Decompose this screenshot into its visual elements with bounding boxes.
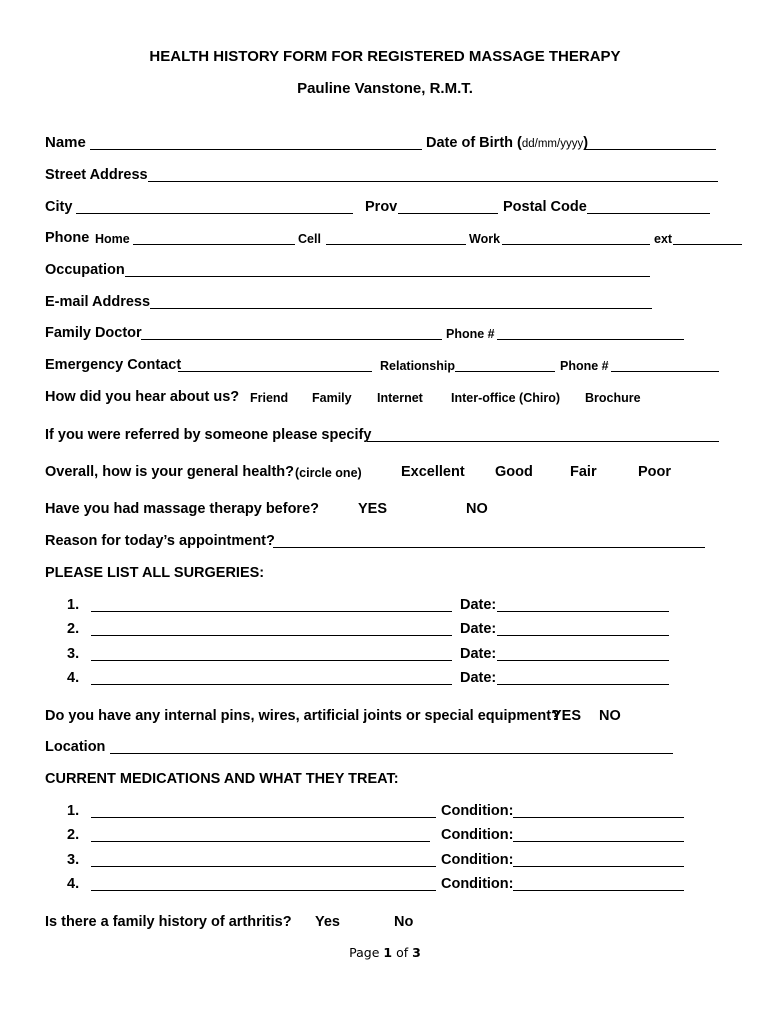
emergency-label: Emergency Contact xyxy=(45,357,182,373)
dob-field[interactable] xyxy=(585,149,716,150)
condition-label: Condition: xyxy=(441,803,514,819)
hear-label: How did you hear about us? xyxy=(45,389,240,405)
cell-label: Cell xyxy=(298,232,321,246)
medication-number: 2. xyxy=(67,827,80,843)
occupation-label: Occupation xyxy=(45,262,125,278)
surgery-date-field-1[interactable] xyxy=(497,611,669,612)
condition-label: Condition: xyxy=(441,876,514,892)
form-title: HEALTH HISTORY FORM FOR REGISTERED MASSAGE THERAPY xyxy=(149,48,621,65)
surgery-number: 3. xyxy=(67,646,80,662)
medication-number: 3. xyxy=(67,852,80,868)
surgery-date-label: Date: xyxy=(460,597,497,613)
pins-no-option[interactable]: NO xyxy=(599,708,621,724)
reason-field[interactable] xyxy=(273,547,705,548)
surgery-date-label: Date: xyxy=(460,621,497,637)
hear-option-family[interactable]: Family xyxy=(312,391,352,405)
city-label: City xyxy=(45,199,73,215)
postal-field[interactable] xyxy=(587,213,710,214)
surgery-date-field-2[interactable] xyxy=(497,635,669,636)
city-field[interactable] xyxy=(76,213,353,214)
dob-label: Date of Birth (dd/mm/yyyy) xyxy=(426,135,589,151)
therapist-name: Pauline Vanstone, R.M.T. xyxy=(297,80,473,97)
pins-question: Do you have any internal pins, wires, artificial joints or special equipment? xyxy=(45,708,560,724)
hear-option-chiro[interactable]: Inter-office (Chiro) xyxy=(451,391,561,405)
home-phone-field[interactable] xyxy=(133,244,295,245)
circle-one-note: (circle one) xyxy=(295,466,362,480)
medication-field-2[interactable] xyxy=(91,841,430,842)
condition-field-1[interactable] xyxy=(513,817,684,818)
medication-field-4[interactable] xyxy=(91,890,436,891)
hear-option-internet[interactable]: Internet xyxy=(377,391,423,405)
surgery-field-3[interactable] xyxy=(91,660,452,661)
page-indicator: Page 1 of 3 xyxy=(349,945,421,960)
home-label: Home xyxy=(95,232,130,246)
arthritis-no-option[interactable]: No xyxy=(394,914,414,930)
hear-option-brochure[interactable]: Brochure xyxy=(585,391,641,405)
surgery-number: 2. xyxy=(67,621,80,637)
relationship-field[interactable] xyxy=(455,371,555,372)
page-total: 3 xyxy=(412,945,421,960)
emergency-field[interactable] xyxy=(178,371,372,372)
hear-option-friend[interactable]: Friend xyxy=(250,391,289,405)
arthritis-question: Is there a family history of arthritis? xyxy=(45,914,292,930)
name-field[interactable] xyxy=(90,149,422,150)
emergency-phone-label: Phone # xyxy=(560,359,609,373)
surgery-date-field-3[interactable] xyxy=(497,660,669,661)
medication-number: 1. xyxy=(67,803,80,819)
referred-label: If you were referred by someone please specify xyxy=(45,427,372,443)
arthritis-yes-option[interactable]: Yes xyxy=(315,914,340,930)
health-option-excellent[interactable]: Excellent xyxy=(401,464,465,480)
surgery-field-1[interactable] xyxy=(91,611,452,612)
health-option-good[interactable]: Good xyxy=(495,464,533,480)
condition-field-2[interactable] xyxy=(513,841,684,842)
surgery-date-label: Date: xyxy=(460,670,497,686)
medication-field-1[interactable] xyxy=(91,817,436,818)
surgery-number: 4. xyxy=(67,670,80,686)
dob-format: dd/mm/yyyy xyxy=(521,138,584,150)
prov-label: Prov xyxy=(365,199,398,215)
ext-field[interactable] xyxy=(673,244,742,245)
massage-before-label: Have you had massage therapy before? xyxy=(45,501,319,517)
name-label: Name xyxy=(45,134,86,151)
street-label: Street Address xyxy=(45,167,148,183)
surgery-date-field-4[interactable] xyxy=(497,684,669,685)
ext-label: ext xyxy=(654,232,673,246)
massage-yes-option[interactable]: YES xyxy=(358,501,388,517)
location-label: Location xyxy=(45,739,106,755)
health-option-fair[interactable]: Fair xyxy=(570,464,597,480)
email-field[interactable] xyxy=(150,308,652,309)
cell-phone-field[interactable] xyxy=(326,244,466,245)
massage-no-option[interactable]: NO xyxy=(466,501,488,517)
doctor-field[interactable] xyxy=(141,339,442,340)
surgery-date-label: Date: xyxy=(460,646,497,662)
location-field[interactable] xyxy=(110,753,673,754)
condition-field-3[interactable] xyxy=(513,866,684,867)
work-phone-field[interactable] xyxy=(502,244,650,245)
condition-field-4[interactable] xyxy=(513,890,684,891)
prov-field[interactable] xyxy=(398,213,498,214)
medication-number: 4. xyxy=(67,876,80,892)
referred-field[interactable] xyxy=(367,441,719,442)
reason-label: Reason for today’s appointment? xyxy=(45,533,275,549)
doctor-phone-field[interactable] xyxy=(497,339,684,340)
surgery-number: 1. xyxy=(67,597,80,613)
email-label: E-mail Address xyxy=(45,294,151,310)
surgeries-heading: PLEASE LIST ALL SURGERIES: xyxy=(45,565,265,581)
occupation-field[interactable] xyxy=(125,276,650,277)
work-label: Work xyxy=(469,232,501,246)
health-option-poor[interactable]: Poor xyxy=(638,464,672,480)
doctor-label: Family Doctor xyxy=(45,325,142,341)
medications-heading: CURRENT MEDICATIONS AND WHAT THEY TREAT: xyxy=(45,771,399,787)
phone-label: Phone xyxy=(45,230,90,246)
surgery-field-4[interactable] xyxy=(91,684,452,685)
medication-field-3[interactable] xyxy=(91,866,436,867)
relationship-label: Relationship xyxy=(380,359,456,373)
emergency-phone-field[interactable] xyxy=(611,371,719,372)
doctor-phone-label: Phone # xyxy=(446,327,495,341)
postal-label: Postal Code xyxy=(503,199,587,215)
surgery-field-2[interactable] xyxy=(91,635,452,636)
condition-label: Condition: xyxy=(441,852,514,868)
condition-label: Condition: xyxy=(441,827,514,843)
pins-yes-option[interactable]: YES xyxy=(552,708,582,724)
page-current: 1 xyxy=(383,945,393,960)
health-label: Overall, how is your general health? xyxy=(45,464,294,480)
street-field[interactable] xyxy=(148,181,718,182)
